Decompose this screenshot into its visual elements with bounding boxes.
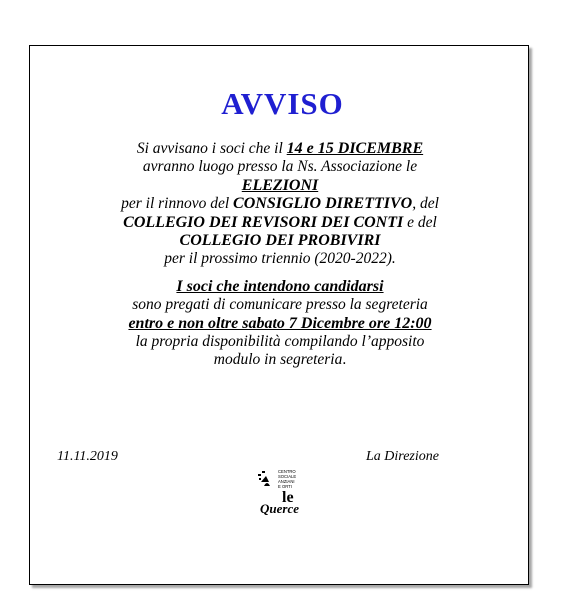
- renewal-text-end: , del: [412, 195, 439, 213]
- body-line-4: [40, 195, 520, 213]
- notice-title: AVVISO: [221, 86, 344, 121]
- body-line-3: [40, 177, 520, 195]
- body-line-9: sono pregati di comunicare presso la segreteria: [132, 296, 428, 314]
- logo-querce-text: Querce: [260, 501, 299, 516]
- body-line-2: avranno luogo presso la Ns. Associazione le: [142, 158, 418, 176]
- collegio-revisori: COLLEGIO DEI REVISORI DEI CONTI: [123, 213, 404, 231]
- logo-mark-icon: [258, 471, 270, 486]
- candidates-heading: I soci che intendono candidarsi: [176, 277, 384, 295]
- renewal-text: per il rinnovo del: [121, 195, 234, 213]
- logo-small-text-3: ANZIANI: [278, 479, 295, 484]
- consiglio-direttivo: CONSIGLIO DIRETTIVO: [233, 195, 413, 213]
- logo-small-text-2: SOCIALE: [278, 474, 297, 479]
- paragraph-gap: [40, 269, 520, 278]
- logo-small-text-1: CENTRO: [278, 469, 296, 474]
- body-line-5: [40, 214, 520, 232]
- conjunction-text: e del: [403, 213, 437, 231]
- body-line-11: la propria disponibilità compilando l’apposito: [135, 333, 425, 351]
- body-line-8: [40, 278, 520, 296]
- intro-text: Si avvisano i soci che il: [136, 140, 287, 157]
- body-line-1: [40, 140, 520, 158]
- logo-le-text: le: [282, 489, 294, 506]
- le-querce-logo: [256, 468, 324, 516]
- election-dates: 14 e 15 DICEMBRE: [286, 140, 424, 157]
- body-line-12: [40, 351, 520, 369]
- logo-small-text-4: E ORTI: [278, 484, 292, 489]
- deadline-text: entro e non oltre sabato 7 Dicembre ore 12:00: [128, 314, 432, 332]
- collegio-probiviri: COLLEGIO DEI PROBIVIRI: [179, 232, 381, 250]
- body-line-6: [40, 232, 520, 250]
- notice-body: [40, 140, 520, 370]
- elections-label: ELEZIONI: [241, 176, 319, 194]
- final-period: .: [342, 351, 347, 369]
- module-text: modulo in segreteria: [213, 351, 343, 369]
- body-line-7: per il prossimo triennio (2020-2022).: [164, 250, 396, 268]
- notice-date: 11.11.2019: [57, 449, 118, 464]
- body-line-10: [40, 315, 520, 333]
- notice-signature: La Direzione: [366, 449, 439, 464]
